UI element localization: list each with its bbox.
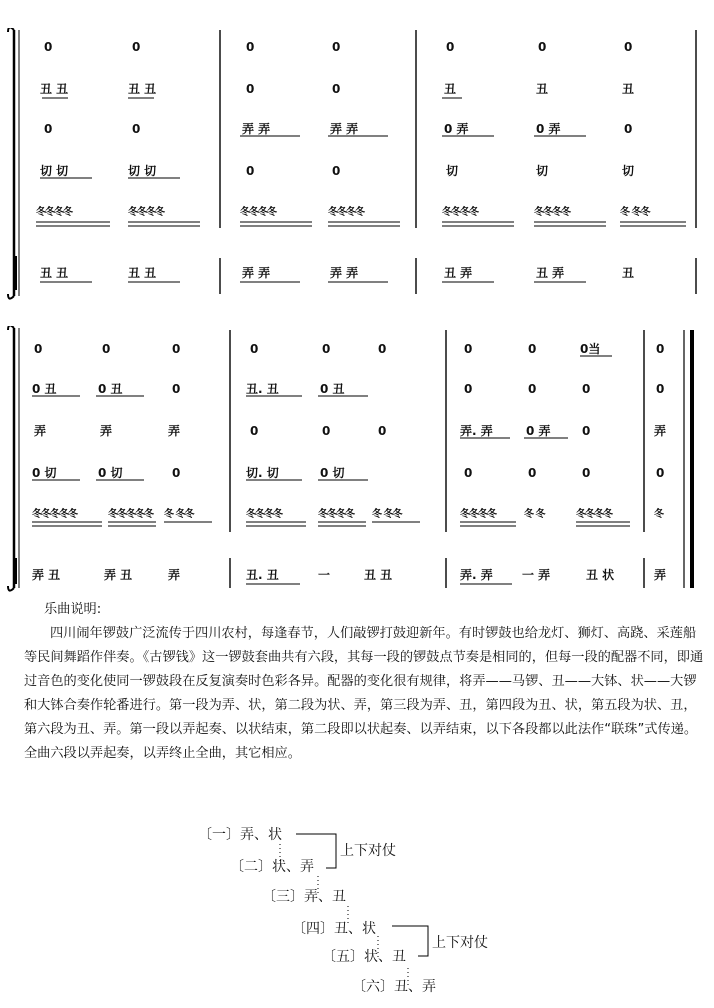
s2-r5-c7: 冬冬冬冬 (460, 509, 496, 520)
s2-r1-c6: 0 (378, 342, 387, 356)
s1-r2-c3: 0 (246, 82, 255, 96)
s2-r4-c8: 0 (528, 466, 537, 480)
s1-r3-c4: 弄 弄 (330, 122, 359, 136)
s1-r6-c6: 丑 弄 (536, 266, 565, 280)
s2-r6-c2: 弄 丑 (104, 568, 133, 582)
s2-r5-c8: 冬 冬 (524, 509, 545, 520)
system-1-row-4 (0, 164, 714, 190)
diagram-item-3: 〔三〕弄、丑 (262, 889, 346, 905)
system-2-row-4 (0, 466, 714, 492)
diagram-label-pair-2: 上下对仗 (432, 935, 488, 951)
s1-r5-c1: 冬冬冬冬 (36, 207, 72, 218)
system-1-row-5 (0, 206, 714, 232)
s2-r4-c3: 0 (172, 466, 181, 480)
s2-r6-c8: 一 弄 (522, 568, 551, 582)
s2-r6-c1: 弄 丑 (32, 568, 61, 582)
s1-r4-c6: 切 (536, 164, 549, 178)
s1-r5-c3: 冬冬冬冬 (240, 207, 276, 218)
s2-r5-c2: 冬冬冬冬冬 (108, 509, 153, 520)
s2-r6-c6: 丑 丑 (364, 568, 393, 582)
s1-r3-c7: 0 (624, 122, 633, 136)
system-2-row-2 (0, 382, 714, 408)
s2-r4-c9: 0 (582, 466, 591, 480)
s2-r3-c6: 0 (378, 424, 387, 438)
s2-r2-c9: 0 (582, 382, 591, 396)
s1-r5-c5: 冬冬冬冬 (442, 207, 478, 218)
s2-r5-c1: 冬冬冬冬冬 (32, 509, 77, 520)
s2-r2-c4: 丑. 丑 (246, 382, 279, 396)
s1-r4-c7: 切 (622, 164, 635, 178)
s2-r4-c4: 切. 切 (246, 466, 279, 480)
pairing-diagram (0, 818, 714, 1008)
s2-r3-c7: 弄. 弄 (460, 424, 493, 438)
s1-r1-c1: 0 (44, 40, 53, 54)
s2-r5-c9: 冬冬冬冬 (576, 509, 612, 520)
s1-r6-c4: 弄 弄 (330, 266, 359, 280)
s1-r3-c6: 0 弄 (536, 122, 561, 136)
s1-r4-c4: 0 (332, 164, 341, 178)
s2-r1-c5: 0 (322, 342, 331, 356)
s2-r3-c4: 0 (250, 424, 259, 438)
s2-r1-c4: 0 (250, 342, 259, 356)
s2-r6-c9: 丑 状 (586, 568, 615, 582)
s2-r2-c3: 0 (172, 382, 181, 396)
diagram-item-1: 〔一〕弄、状 (198, 827, 282, 843)
system-1-row-3 (0, 122, 714, 148)
diagram-item-6: 〔六〕丑、弄 (352, 979, 436, 995)
s2-r1-c2: 0 (102, 342, 111, 356)
s2-r4-c1: 0 切 (32, 466, 57, 480)
s1-r2-c4: 0 (332, 82, 341, 96)
s2-r6-c4: 丑. 丑 (246, 568, 279, 582)
music-notes (24, 598, 704, 766)
s2-r4-c5: 0 切 (320, 466, 345, 480)
s2-r1-c3: 0 (172, 342, 181, 356)
s1-r6-c5: 丑 弄 (444, 266, 473, 280)
s1-r4-c3: 0 (246, 164, 255, 178)
s1-r1-c3: 0 (246, 40, 255, 54)
s2-r5-c6: 冬 冬冬 (372, 509, 402, 520)
s2-r6-c10: 弄 (654, 568, 667, 582)
s1-r5-c2: 冬冬冬冬 (128, 207, 164, 218)
s1-r1-c6: 0 (538, 40, 547, 54)
s1-r4-c2: 切 切 (128, 164, 157, 178)
system-1-row-1 (0, 40, 714, 66)
s1-r3-c5: 0 弄 (444, 122, 469, 136)
system-1-row-2 (0, 82, 714, 108)
s1-r3-c3: 弄 弄 (242, 122, 271, 136)
s2-r1-c9: 0当 (580, 342, 601, 356)
s2-r6-c7: 弄. 弄 (460, 568, 493, 582)
s2-r6-c3: 弄 (168, 568, 181, 582)
s1-r6-c2: 丑 丑 (128, 266, 157, 280)
s2-r5-c10: 冬 (654, 509, 663, 520)
score-system-1 (0, 28, 714, 300)
s1-r2-c7: 丑 (622, 82, 635, 96)
system-2-row-1 (0, 342, 714, 368)
s1-r2-c2: 丑 丑 (128, 82, 157, 96)
s1-r2-c6: 丑 (536, 82, 549, 96)
s1-r3-c1: 0 (44, 122, 53, 136)
diagram-item-2: 〔二〕状、弄 (230, 859, 314, 875)
system-2-row-6 (0, 568, 714, 594)
s1-r1-c4: 0 (332, 40, 341, 54)
s1-r4-c1: 切 切 (40, 164, 69, 178)
s2-r3-c10: 弄 (654, 424, 667, 438)
s2-r1-c8: 0 (528, 342, 537, 356)
s1-r3-c2: 0 (132, 122, 141, 136)
s2-r2-c8: 0 (528, 382, 537, 396)
s2-r2-c7: 0 (464, 382, 473, 396)
system-1-row-6 (0, 266, 714, 292)
s2-r2-c5: 0 丑 (320, 382, 345, 396)
s1-r5-c6: 冬冬冬冬 (534, 207, 570, 218)
s2-r4-c2: 0 切 (98, 466, 123, 480)
s1-r1-c7: 0 (624, 40, 633, 54)
s2-r6-c5: 一 (318, 568, 331, 582)
s2-r3-c2: 弄 (100, 424, 113, 438)
s2-r3-c9: 0 (582, 424, 591, 438)
s1-r5-c7: 冬 冬冬 (620, 207, 650, 218)
diagram-item-4: 〔四〕丑、状 (292, 921, 376, 937)
s1-r1-c2: 0 (132, 40, 141, 54)
system-2-row-3 (0, 424, 714, 450)
s1-r6-c1: 丑 丑 (40, 266, 69, 280)
s2-r1-c7: 0 (464, 342, 473, 356)
s1-r2-c1: 丑 丑 (40, 82, 69, 96)
s2-r3-c8: 0 弄 (526, 424, 551, 438)
s2-r2-c10: 0 (656, 382, 665, 396)
s2-r4-c7: 0 (464, 466, 473, 480)
s2-r2-c1: 0 丑 (32, 382, 57, 396)
s1-r6-c7: 丑 (622, 266, 635, 280)
s1-r5-c4: 冬冬冬冬 (328, 207, 364, 218)
s2-r3-c5: 0 (322, 424, 331, 438)
s2-r5-c3: 冬 冬冬 (164, 509, 194, 520)
s2-r1-c10: 0 (656, 342, 665, 356)
score-system-2 (0, 326, 714, 592)
diagram-item-5: 〔五〕状、丑 (322, 949, 406, 965)
diagram-label-pair-1: 上下对仗 (340, 843, 396, 859)
s2-r3-c1: 弄 (34, 424, 47, 438)
s1-r2-c5: 丑 (444, 82, 457, 96)
s2-r5-c4: 冬冬冬冬 (246, 509, 282, 520)
s2-r1-c1: 0 (34, 342, 43, 356)
system-2-row-5 (0, 508, 714, 534)
s1-r4-c5: 切 (446, 164, 459, 178)
s2-r3-c3: 弄 (168, 424, 181, 438)
s2-r5-c5: 冬冬冬冬 (318, 509, 354, 520)
s1-r6-c3: 弄 弄 (242, 266, 271, 280)
s2-r2-c2: 0 丑 (98, 382, 123, 396)
s1-r1-c5: 0 (446, 40, 455, 54)
s2-r4-c10: 0 (656, 466, 665, 480)
notes-title: 乐曲说明: (44, 602, 102, 617)
notes-paragraph: 四川闹年锣鼓广泛流传于四川农村，每逢春节，人们敲锣打鼓迎新年。有时锣鼓也给龙灯、狮灯、高跷、采莲船等民间舞蹈作伴奏。《古锣钱》这一锣鼓套曲共有六段，其每一段的锣鼓点节奏是相同的，但每一段的配器不同，即通过音色的变化使同一锣鼓段在反复演奏时色彩各异。配器的变化很有规律，将弄——马锣、丑——大钵、状——大锣和大钵合奏作轮番进行。第一段为弄、状，第二段为状、弄，第三段为弄、丑，第四段为丑、状，第五段为状、丑，第六段为丑、弄。第一段以弄起奏、以状结束，第二段即以状起奏、以弄结束，以下各段都以此法作“联珠”式传递。全曲六段以弄起奏，以弄终止全曲，其它相应。 (24, 626, 704, 761)
